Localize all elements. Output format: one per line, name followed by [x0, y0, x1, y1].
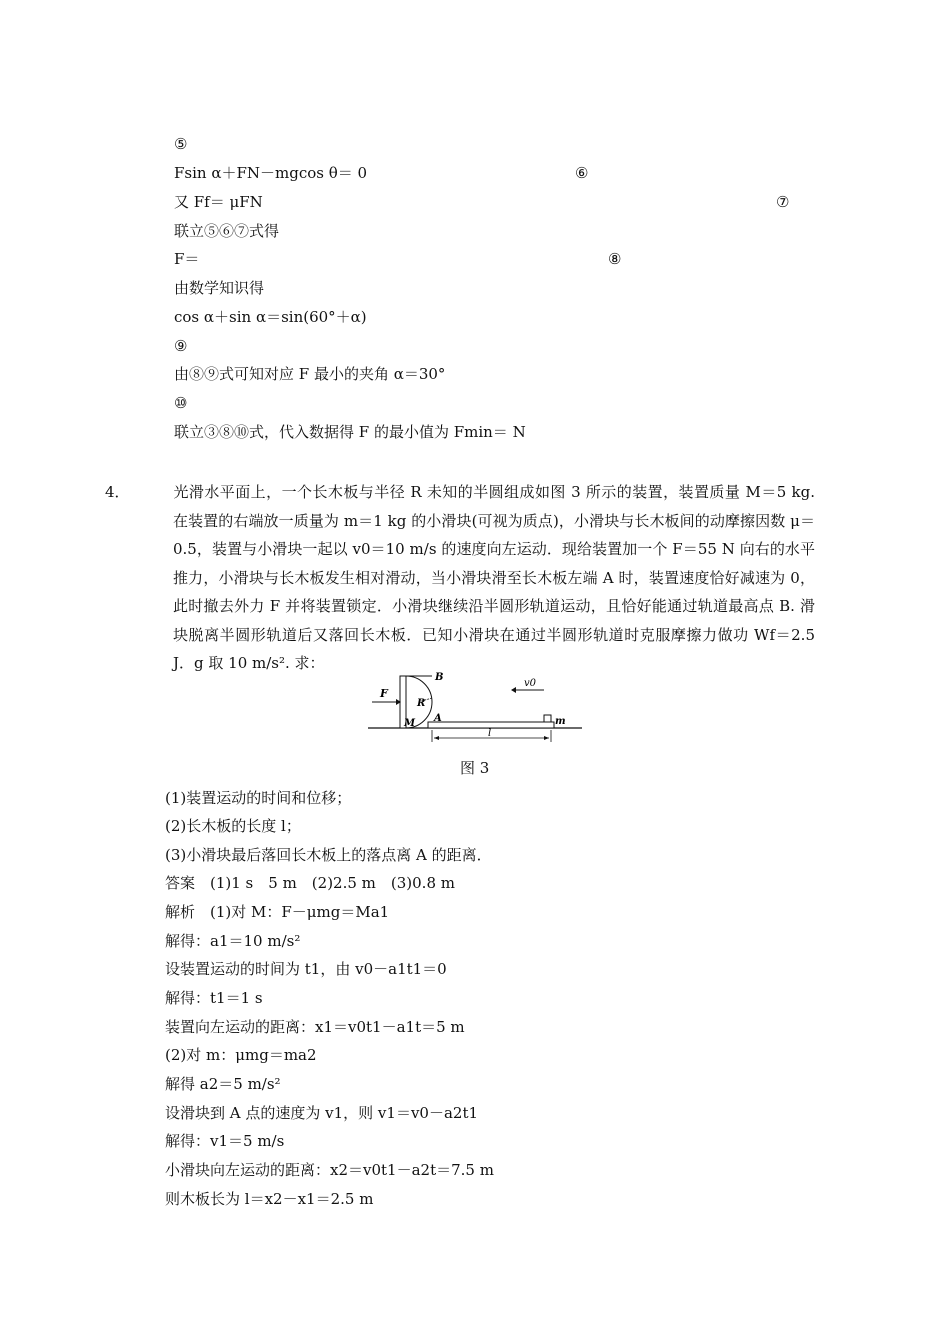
solution-line: (2)对 m：μmg＝ma2	[165, 1046, 317, 1064]
solution-line: 则木板长为 l＝x2－x1＝2.5 m	[165, 1190, 374, 1208]
circled-number-5: ⑤	[174, 135, 188, 153]
text-line: 由⑧⑨式可知对应 F 最小的夹角 α＝30°	[174, 365, 446, 383]
solution-line: 解得：a1＝10 m/s²	[165, 932, 301, 950]
label-v0: v0	[524, 678, 537, 689]
equation-line: 又 Ff＝ μFN	[174, 193, 263, 211]
problem-statement	[105, 478, 815, 678]
solution-line: 装置向左运动的距离：x1＝v0t1－a1t＝5 m	[165, 1018, 465, 1036]
text-line: 联立③⑧⑩式，代入数据得 F 的最小值为 Fmin＝ N	[174, 423, 526, 441]
solution-line: 设滑块到 A 点的速度为 v1，则 v1＝v0－a2t1	[165, 1104, 479, 1122]
label-l: l	[488, 728, 492, 739]
question-2: (2)长木板的长度 l；	[165, 817, 301, 835]
label-A: A	[434, 713, 442, 724]
solution-line: 设装置运动的时间为 t1，由 v0－a1t1＝0	[165, 960, 447, 978]
solution-line: 解得：v1＝5 m/s	[165, 1132, 285, 1150]
label-m: m	[555, 716, 566, 727]
text-line: 联立⑤⑥⑦式得	[174, 222, 280, 240]
equation-number-7: ⑦	[776, 193, 790, 211]
problem-number: 4．	[105, 483, 130, 501]
question-1: (1)装置运动的时间和位移；	[165, 789, 352, 807]
label-M: M	[404, 718, 416, 729]
circled-number-10: ⑩	[174, 394, 188, 412]
circled-number-9: ⑨	[174, 337, 188, 355]
label-R: R	[417, 698, 426, 709]
equation-number-8: ⑧	[608, 250, 622, 268]
question-3: (3)小滑块最后落回长木板上的落点离 A 的距离．	[165, 846, 492, 864]
problem-text: 光滑水平面上，一个长木板与半径 R 未知的半圆组成如图 3 所示的装置，装置质量 M＝5 kg. 在装置的右端放一质量为 m＝1 kg 的小滑块(可视为质点)，小滑块与长木板间的动摩擦因数 μ＝0.5，装置与小滑块一起以 v0＝10 m/s 的速度向左运动．现给装置加一个 F＝55 N 向右的水平推力，小滑块与长木板发生相对滑动，当小滑块滑至长木板左端 A 时，装置速度恰好减速为 0，此时撤去外力 F 并将装置锁定．小滑块继续沿半圆形轨道运动，且恰好能通过轨道最高点 B. 滑块脱离半圆形轨道后又落回长木板．已知小滑块在通过半圆形轨道时克服摩擦力做功 Wf＝2.5 J．g 取 10 m/s². 求：	[173, 483, 815, 672]
solution-line: 小滑块向左运动的距离：x2＝v0t1－a2t＝7.5 m	[165, 1161, 494, 1179]
solution-line: 解得 a2＝5 m/s²	[165, 1075, 281, 1093]
equation-line: Fsin α＋FN－mgcos θ＝ 0	[174, 164, 368, 182]
equation-number-6: ⑥	[575, 164, 589, 182]
solution-line: 解析 (1)对 M：F－μmg＝Ma1	[165, 903, 390, 921]
figure-3-diagram	[366, 668, 586, 748]
label-F: F	[380, 687, 388, 700]
solution-line: 解得：t1＝1 s	[165, 989, 263, 1007]
equation-line: cos α＋sin α＝sin(60°＋α)	[174, 308, 367, 326]
text-line: 由数学知识得	[174, 279, 265, 297]
equation-line: F＝	[174, 250, 200, 268]
answer-line: 答案 (1)1 s 5 m (2)2.5 m (3)0.8 m	[165, 874, 455, 892]
label-B: B	[435, 672, 444, 683]
figure-caption: 图 3	[460, 759, 490, 777]
